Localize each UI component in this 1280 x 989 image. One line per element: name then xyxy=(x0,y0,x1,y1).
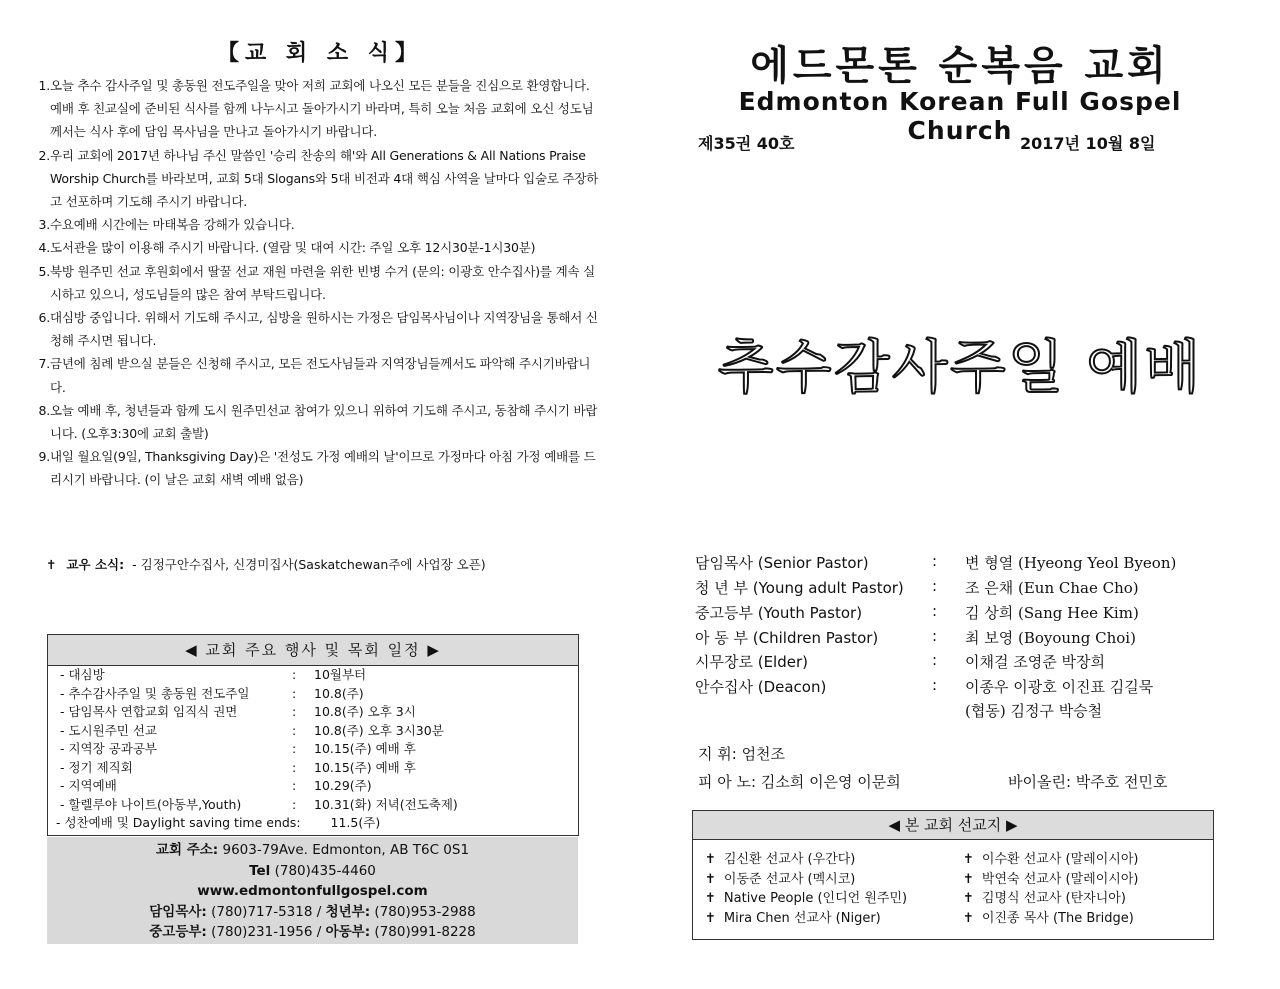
event-when: 10.29(주) xyxy=(314,778,372,793)
news-item-text: 내일 월요일(9일, Thanksgiving Day)은 '전성도 가정 예배의 날'이므로 가정마다 아침 가정 예배를 드리시기 바랍니다. (이 날은 교회 새벽 예배 없음) xyxy=(50,449,596,488)
role-names: 조 은채 (Eun Chae Cho) xyxy=(965,579,1139,597)
role-names: 이종우 이광호 이진표 김길묵 xyxy=(965,678,1154,696)
missionary-name: 이수환 선교사 (말레이시아) xyxy=(981,852,1139,867)
role-role: 담임목사 (Senior Pastor) xyxy=(695,554,869,572)
event-colon: : xyxy=(292,759,297,775)
event-when: 10.15(주) 예배 후 xyxy=(314,759,416,775)
cross-icon: ✝ xyxy=(46,557,57,572)
role-names: 변 형열 (Hyeong Yeol Byeon) xyxy=(965,554,1177,572)
address-value: 9603-79Ave. Edmonton, AB T6C 0S1 xyxy=(222,842,470,858)
role-role: 안수집사 (Deacon) xyxy=(695,678,827,696)
role-role: 시무장로 (Elder) xyxy=(695,653,808,671)
church-contact-box xyxy=(47,837,578,944)
bulletin-date: 2017년 10월 8일 xyxy=(1020,134,1156,153)
pastor-phone-label: 담임목사: xyxy=(149,903,207,920)
role-colon: : xyxy=(932,627,938,645)
staff-news xyxy=(46,555,486,573)
event-colon: : xyxy=(292,667,297,682)
event-name: - 지역예배 xyxy=(60,778,117,793)
bulletin-volume: 제35권 40호 xyxy=(698,134,795,153)
missionary-item xyxy=(963,870,1221,890)
youth-phone-label: 중고등부: xyxy=(149,924,207,940)
children-phone: (780)991-8228 xyxy=(374,924,476,940)
missionary-name: 이진종 목사 (The Bridge) xyxy=(981,910,1134,926)
news-item xyxy=(40,236,600,259)
news-item xyxy=(40,260,600,306)
event-colon xyxy=(309,814,331,833)
role-colon: : xyxy=(932,552,938,570)
cross-icon: ✝ xyxy=(963,852,974,867)
cross-icon: ✝ xyxy=(963,910,974,926)
missionary-item xyxy=(705,870,963,890)
event-colon: : xyxy=(292,722,297,738)
event-name: - 담임목사 연합교회 임직식 권면 xyxy=(60,704,238,719)
news-item-text: 우리 교회에 2017년 하나님 주신 말씀인 '승리 찬송의 해'와 All Generations & All Nations Praise Worship Church를 바라보며, 교회 5대 Slogans와 5대 비전과 4대 핵심 사역을 날마다 입술로 주장하고 선포하며 기도해 주시기 바랍니다. xyxy=(50,147,599,210)
event-name: - 대심방 xyxy=(60,667,105,682)
news-item-text: 금년에 침례 받으실 분들은 신청해 주시고, 모든 전도사님들과 지역장님들께서도 파악해 주시기바랍니다. xyxy=(50,356,591,395)
role-role: 아 동 부 (Children Pastor) xyxy=(695,629,879,647)
event-name: - 할렐루야 나이트(아동부,Youth) xyxy=(60,796,242,812)
event-row xyxy=(48,796,578,815)
events-box xyxy=(47,634,579,836)
missionary-name: 김신환 선교사 (우간다) xyxy=(723,852,856,867)
news-item xyxy=(40,445,600,491)
service-title: 추수감사주일 예배 xyxy=(717,333,1203,401)
cross-icon: ✝ xyxy=(963,871,974,887)
event-name: - 정기 제직회 xyxy=(60,759,133,775)
event-colon: : xyxy=(292,796,297,812)
event-name: - 지역장 공과공부 xyxy=(60,741,157,756)
news-item-number: 2. xyxy=(38,147,50,163)
conductor: 지 휘: 엄천조 xyxy=(698,745,786,763)
event-row xyxy=(48,685,578,704)
news-item-text: 북방 원주민 선교 후원회에서 딸꿀 선교 재원 마련을 위한 빈병 수거 (문의: 이광호 안수집사)를 계속 실시하고 있으니, 성도님들의 많은 참여 부탁드립니다. xyxy=(50,263,595,302)
event-when: 11.5(주) xyxy=(330,815,381,830)
tel-value: (780)435-4460 xyxy=(274,862,376,879)
cross-icon: ✝ xyxy=(705,910,716,926)
event-when: 10.8(주) 오후 3시30분 xyxy=(314,722,444,738)
news-item xyxy=(40,144,600,214)
missionary-name: Mira Chen 선교사 (Niger) xyxy=(723,910,881,926)
phone-line-2 xyxy=(47,922,578,943)
event-when: 10.8(주) 오후 3시 xyxy=(314,704,416,719)
event-row xyxy=(48,703,578,722)
role-colon: : xyxy=(932,577,938,595)
church-name-english: Edmonton Korean Full Gospel Church xyxy=(738,87,1182,145)
young-adult-phone: (780)953-2988 xyxy=(374,903,476,920)
missionary-item xyxy=(963,850,1221,870)
news-item-text: 대심방 중입니다. 위해서 기도해 주시고, 심방을 원하시는 가정은 담임목사님이나 지역장님을 통해서 신청해 주시면 됩니다. xyxy=(50,310,598,349)
event-name: - 성찬예배 및 Daylight saving time ends: xyxy=(56,815,301,830)
news-item xyxy=(40,74,600,144)
missionary-item xyxy=(705,909,963,929)
missionary-item xyxy=(705,850,963,870)
cross-icon: ✝ xyxy=(705,891,716,906)
news-item xyxy=(40,213,600,236)
role-role: 청 년 부 (Young adult Pastor) xyxy=(695,579,904,597)
separator: / xyxy=(316,924,322,940)
events-title: ◀ 교회 주요 행사 및 목회 일정 ▶ xyxy=(48,635,578,666)
news-item-number: 4. xyxy=(38,240,50,256)
missionary-item xyxy=(705,889,963,909)
cross-icon: ✝ xyxy=(705,871,716,887)
tel-label: Tel xyxy=(249,862,271,879)
missionary-item xyxy=(963,909,1221,929)
address-label: 교회 주소: xyxy=(155,842,219,858)
event-row xyxy=(48,666,578,685)
news-item-number: 6. xyxy=(38,310,50,326)
role-names: 김 상희 (Sang Hee Kim) xyxy=(965,604,1139,622)
news-item-number: 7. xyxy=(38,356,50,372)
pianists: 피 아 노: 김소희 이은영 이문희 xyxy=(698,773,901,791)
missions-title: ◀ 본 교회 선교지 ▶ xyxy=(693,811,1213,840)
news-item xyxy=(40,352,600,398)
cross-icon: ✝ xyxy=(963,891,974,906)
event-when: 10.15(주) 예배 후 xyxy=(314,741,416,756)
missions-box xyxy=(692,810,1214,940)
news-title: 【교 회 소 식】 xyxy=(217,41,423,66)
missionary-name: 박연숙 선교사 (말레이시아) xyxy=(981,871,1139,887)
news-item-text: 오늘 추수 감사주일 및 총동원 전도주일을 맞아 저희 교회에 나오신 모든 분들을 진심으로 환영합니다. 예배 후 친교실에 준비된 식사를 함께 나누시고 돌아가시기 바라며, 특히 오늘 처음 교회에 오신 성도님께서는 식사 후에 담임 목사님을 만나고 돌아가시기 바랍니다. xyxy=(50,78,594,140)
news-item-text: 도서관을 많이 이용해 주시기 바랍니다. (열람 및 대여 시간: 주일 오후 12시30분-1시30분) xyxy=(50,240,536,256)
cross-icon: ✝ xyxy=(705,852,716,867)
phone-line-1 xyxy=(47,902,578,923)
role-colon: : xyxy=(932,602,938,620)
event-colon: : xyxy=(292,685,297,701)
youth-phone: (780)231-1956 xyxy=(211,924,313,940)
missions-list xyxy=(693,840,1213,928)
news-item-text: 오늘 예배 후, 청년들과 함께 도시 원주민선교 참여가 있으니 위하여 기도해 주시고, 동참해 주시기 바랍니다. (오후3:30에 교회 출발) xyxy=(50,402,598,442)
event-name: - 추수감사주일 및 총동원 전도주일 xyxy=(60,685,250,701)
event-colon: : xyxy=(292,741,297,756)
role-colon: : xyxy=(932,676,938,694)
young-adult-phone-label: 청년부: xyxy=(325,903,371,920)
news-item xyxy=(40,306,600,352)
pastor-phone: (780)717-5318 xyxy=(211,903,313,920)
news-item-number: 8. xyxy=(38,402,50,418)
event-colon: : xyxy=(292,778,297,793)
role-names: 이채걸 조영준 박장희 xyxy=(965,653,1105,671)
events-list xyxy=(48,666,578,833)
role-colon: : xyxy=(932,651,938,669)
news-item-number: 9. xyxy=(38,449,50,465)
children-phone-label: 아동부: xyxy=(325,924,371,940)
event-row xyxy=(48,722,578,741)
role-names: 최 보영 (Boyoung Choi) xyxy=(965,629,1136,647)
missionary-name: 이동준 선교사 (멕시코) xyxy=(723,871,856,887)
role-role: 중고등부 (Youth Pastor) xyxy=(695,604,863,622)
news-item-number: 1. xyxy=(38,78,50,93)
missionary-name: Native People (인디언 원주민) xyxy=(723,891,908,906)
church-name-korean: 에드몬톤 순복음 교회 xyxy=(750,43,1170,89)
missionary-item xyxy=(963,889,1221,909)
event-colon: : xyxy=(292,704,297,719)
news-item-text: 수요예배 시간에는 마태복음 강해가 있습니다. xyxy=(50,217,295,233)
event-row xyxy=(48,814,578,833)
event-row xyxy=(48,740,578,759)
event-name: - 도시원주민 선교 xyxy=(60,722,157,738)
staff-news-text: - 김정구안수집사, 신경미집사(Saskatchewan주에 사업장 오픈) xyxy=(132,557,486,572)
address-line xyxy=(47,840,578,861)
role-names: (협동) 김정구 박승철 xyxy=(965,702,1103,720)
news-item-number: 3. xyxy=(38,217,50,233)
event-when: 10.31(화) 저녁(전도축제) xyxy=(314,796,458,812)
website-link[interactable]: www.edmontonfullgospel.com xyxy=(197,883,428,899)
tel-line xyxy=(47,861,578,882)
missionary-name: 김명식 선교사 (탄자니아) xyxy=(981,891,1126,906)
news-list xyxy=(40,74,600,492)
news-item-number: 5. xyxy=(38,263,50,279)
event-row xyxy=(48,759,578,778)
news-item xyxy=(40,399,600,445)
separator: / xyxy=(316,903,322,920)
event-row xyxy=(48,777,578,796)
staff-news-label: 교우 소식: xyxy=(66,557,125,572)
event-when: 10월부터 xyxy=(314,667,367,682)
violinists: 바이올린: 박주호 전민호 xyxy=(1008,773,1168,791)
event-when: 10.8(주) xyxy=(314,685,364,701)
